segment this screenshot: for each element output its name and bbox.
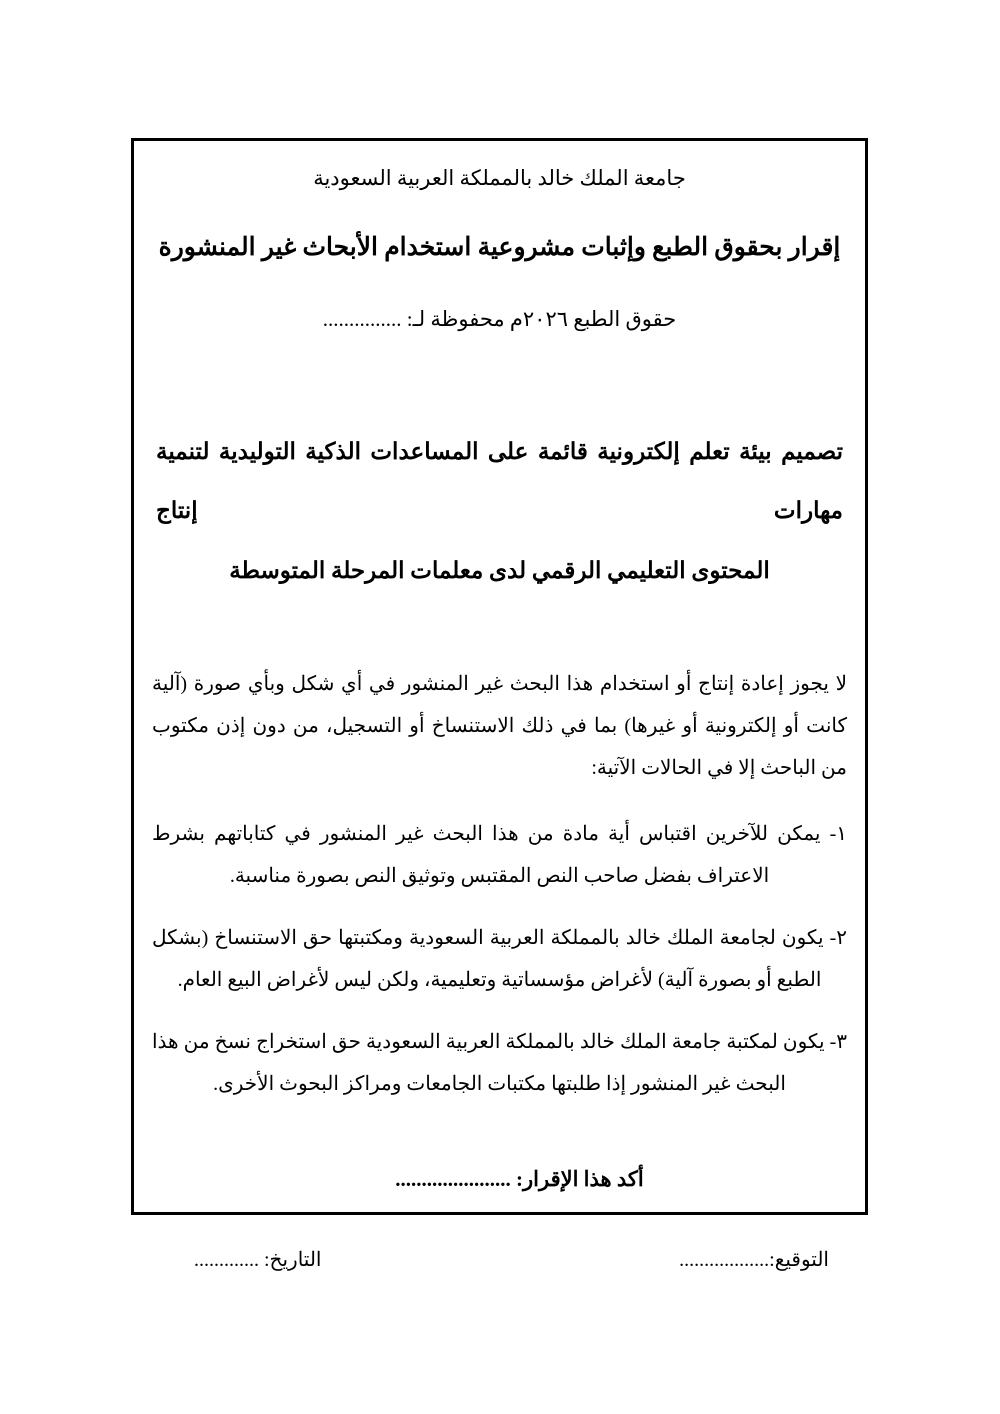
copyright-notice: حقوق الطبع ٢٠٢٦م محفوظة لـ: ............... (322, 307, 677, 331)
terms-clause-1: ١- يمكن للآخرين اقتباس أية مادة من هذا البحث غير المنشور في كتاباتهم بشرط الاعتراف بفضل صاحب النص المقتبس وتوثيق النص بصورة مناسبة. (152, 822, 847, 887)
terms-clause-3: ٣- يكون لمكتبة جامعة الملك خالد بالمملكة العربية السعودية حق استخراج نسخ من هذا البحث غير المنشور إذا طلبتها مكتبات الجامعات ومراكز البحوث الأخرى. (152, 1030, 847, 1095)
declaration-heading: إقرار بحقوق الطبع وإثبات مشروعية استخدام الأبحاث غير المنشورة (158, 233, 841, 261)
date-field: التاريخ: ............. (194, 1249, 322, 1272)
signature-field: التوقيع:.................. (679, 1249, 829, 1272)
declaration-frame-content (152, 141, 847, 1272)
declaration-frame (131, 138, 868, 1272)
affirmation-line: أكد هذا الإقرار: ...................... (395, 1166, 644, 1191)
research-title-line-1: تصميم بيئة تعلم إلكترونية قائمة على المساعدات الذكية التوليدية لتنمية مهارات إنتاج (156, 438, 843, 524)
terms-intro-paragraph: لا يجوز إعادة إنتاج أو استخدام هذا البحث غير المنشور في أي شكل وبأي صورة (آلية كانت أو إلكترونية أو غيرها) بما في ذلك الاستنساخ أو التسجيل، من دون إذن مكتوب من الباحث إلا في الحالات الآتية: (152, 672, 847, 779)
university-name: جامعة الملك خالد بالمملكة العربية السعودية (313, 166, 686, 190)
research-title (152, 422, 847, 601)
signature-row (152, 1244, 847, 1276)
research-title-line-2: المحتوى التعليمي الرقمي لدى معلمات المرحلة المتوسطة (229, 558, 770, 584)
terms-clause-2: ٢- يكون لجامعة الملك خالد بالمملكة العربية السعودية ومكتبتها حق الاستنساخ (بشكل الطبع أو بصورة آلية) لأغراض مؤسساتية وتعليمية، ولكن ليس لأغراض البيع العام. (152, 926, 847, 991)
